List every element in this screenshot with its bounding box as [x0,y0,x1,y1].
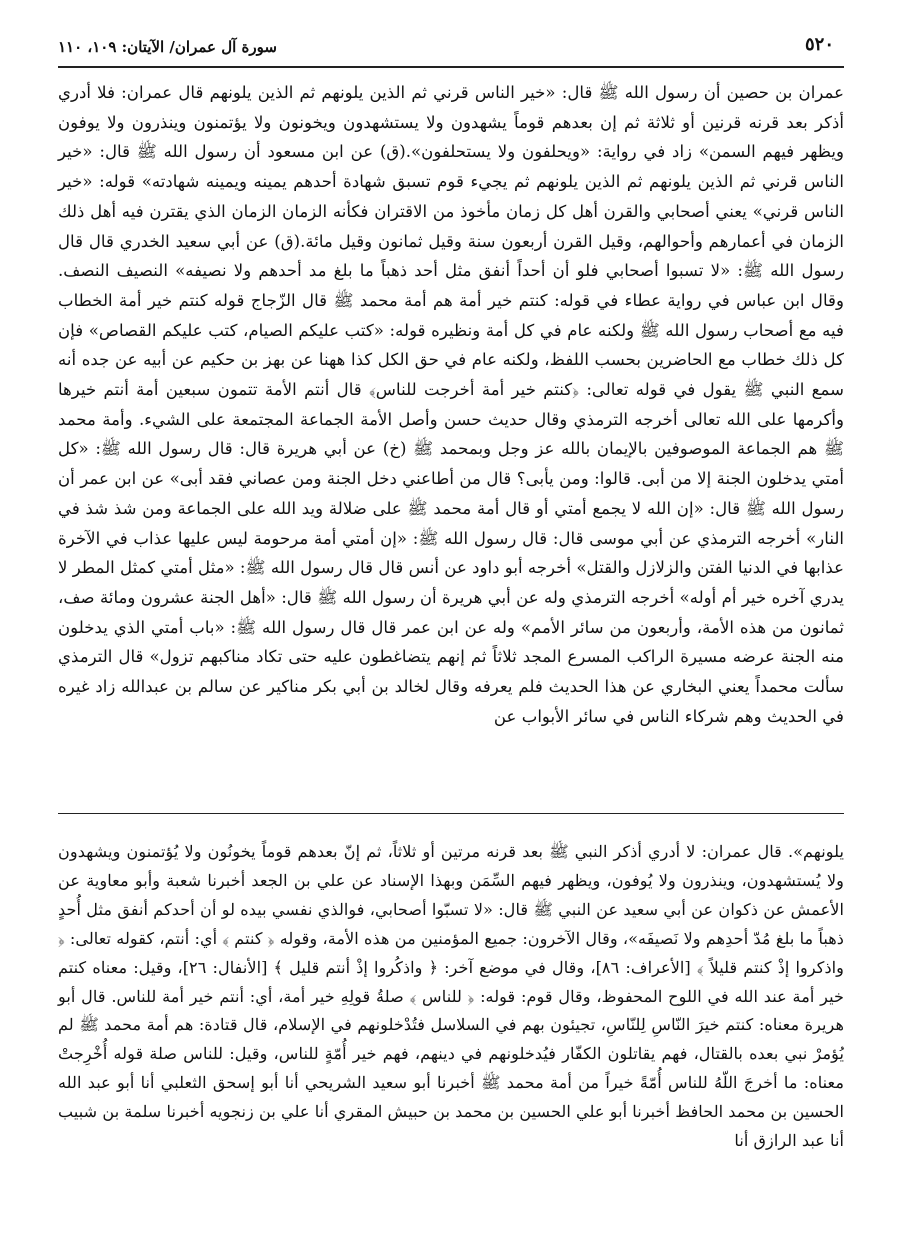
footnote-separator [58,813,844,814]
main-commentary [58,78,844,731]
page-header [58,30,844,68]
main-paragraph: عمران بن حصين أن رسول الله ﷺ قال: «خير الناس قرني ثم الذين يلونهم ثم الذين يلونهم قال عمران: فلا أدري أذكر بعد قرنه قرنين أو ثلاثة ثم إن بعدهم قوماً يشهدون ولا يستشهدون ويخونون ولا يؤتمنون وينذرون ولا يوفون ويظهر فيهم السمن» زاد في رواية: «ويحلفون ولا يستحلفون».(ق) عن ابن مسعود أن رسول الله ﷺ قال: «خير الناس قرني ثم الذين يلونهم ثم الذين يلونهم ثم يجيء قوم تسبق شهادة أحدهم يمينه ويمينه شهادته» قوله: «خير الناس قرني» يعني أصحابي والقرن أهل كل زمان مأخوذ من الاقتران فكأنه الزمان الزمان الذي يقترن فيه أهل ذلك الزمان في أعمارهم وأحوالهم، وقيل القرن أربعون سنة وقيل ثمانون وقيل مائة.(ق) عن أبي سعيد الخدري قال قال رسول الله ﷺ: «لا تسبوا أصحابي فلو أن أحداً أنفق مثل أحد ذهباً ما بلغ مد أحدهم ولا نصيفه» النصيف النصف. وقال ابن عباس في رواية عطاء في قوله: كنتم خير أمة هم أمة محمد ﷺ قال الزّجاج قوله كنتم خير أمة الخطاب فيه مع أصحاب رسول الله ﷺ ولكنه عام في كل أمة ونظيره قوله: «كتب عليكم الصيام، كتب عليكم القصاص» فإن كل ذلك خطاب مع الحاضرين بحسب اللفظ، ولكنه عام في حق الكل كذا ههنا عن بهز بن حكيم عن أبيه عن جده أنه سمع النبي ﷺ يقول في قوله تعالى: ﴿كنتم خير أمة أخرجت للناس﴾ قال أنتم الأمة تتمون سبعين أمة أنتم خيرها وأكرمها على الله تعالى أخرجه الترمذي وقال حديث حسن وأصل الأمة الجماعة المجتمعة على الشيء. وأمة محمد ﷺ هم الجماعة الموصوفين بالإيمان بالله عز وجل وبمحمد ﷺ (خ) عن أبي هريرة قال: قال رسول الله ﷺ: «كل أمتي يدخلون الجنة إلا من أبى. قالوا: ومن يأبى؟ قال من أطاعني دخل الجنة ومن عصاني فقد أبى» عن ابن عمر أن رسول الله ﷺ قال: «إن الله لا يجمع أمتي أو قال أمة محمد ﷺ على ضلالة ويد الله على الجماعة ومن شذ شذ في النار» أخرجه الترمذي عن أبي موسى قال: قال رسول الله ﷺ: «إن أمتي أمة مرحومة ليس عليها عذاب في الآخرة عذابها في الدنيا الفتن والزلازل والقتل» أخرجه أبو داود عن أنس قال قال رسول الله ﷺ: «مثل أمتي كمثل المطر لا يدري آخره خير أم أوله» أخرجه الترمذي وله عن أبي هريرة أن رسول الله ﷺ قال: «أهل الجنة عشرون ومائة صف، ثمانون من هذه الأمة، وأربعون من سائر الأمم» وله عن ابن عمر قال قال رسول الله ﷺ: «باب أمتي الذي يدخلون منه الجنة عرضه مسيرة الراكب المسرع المجد ثلاثاً ثم إنهم يتضاغطون عليه حتى تكاد مناكبهم تزول» قال الترمذي سألت محمداً يعني البخاري عن هذا الحديث فلم يعرفه وقال لخالد بن أبي بكر مناكير عن سالم بن عبدالله زاد غيره في الحديث وهم شركاء الناس في سائر الأبواب عن [58,83,845,726]
running-title: سورة آل عمران/ الآيتان: ١٠٩، ١١٠ [58,38,277,56]
page-number: ٥٢٠ [804,34,834,55]
footnote-paragraph: يلونهم». قال عمران: لا أدري أذكر النبي ﷺ بعد قرنه مرتين أو ثلاثاً، ثم إنّ بعدهم قوماً يخونُون ولا يُؤتمنون ويشهدون ولا يُستشهدون، وينذرون ولا يُوفون، ويظهر فيهم السِّمَن وبهذا الإسناد عن علي بن الجعد أخبرنا شعبة وأبو معاوية عن الأعمش عن ذكوان عن أبي سعيد عن النبي ﷺ قال: «لا تسبّوا أصحابي، فوالذي نفسي بيده لو أن أحدكم أنفق مثل أُحدٍ ذهباً ما بلغ مُدّ أحدِهم ولا نَصيفَه»، وقال الآخرون: جميع المؤمنين من هذه الأمة، وقوله ﴿ كنتم ﴾ أي: أنتم، كقوله تعالى: ﴿ واذكروا إذْ كنتم قليلاً ﴾ [الأعراف: ٨٦]، وقال في موضع آخر: ﴿ واذكُروا إذْ أنتم قليل ﴾ [الأنفال: ٢٦]، وقيل: معناه كنتم خير أمة عند الله في اللوح المحفوظ، وقال قوم: قوله: ﴿ للناس ﴾ صلةُ قولِهِ خير أمة، أي: أنتم خير أمة للناس. قال أبو هريرة معناه: كنتم خيرَ النّاسِ لِلنّاسِ، تجيئون بهم في السلاسل فتُدْخلونهم في الإسلام، قال قتادة: هم أمة محمد ﷺ لم يُؤمرْ نبي بعده بالقتال، فهم يقاتلون الكفّار فيُدخلونهم في دينهم، فهم خير أُمّةٍ للناس، وقيل: للناس صلة قوله أُخْرِجتْ معناه: ما أخرجَ اللّهُ للناس أُمّةً خيراً من أمة محمد ﷺ أخبرنا أبو سعيد الشريحي أنا أبو إسحق الثعلبي أنا أبو عبد الله الحسين بن محمد الحافظ أخبرنا أبو علي الحسين بن محمد بن حبيش المقري أنا علي بن زنجويه أخبرنا سلمة بن شبيب أنا عبد الرازق أنا [58,842,844,1151]
footnote-commentary [58,838,844,1156]
